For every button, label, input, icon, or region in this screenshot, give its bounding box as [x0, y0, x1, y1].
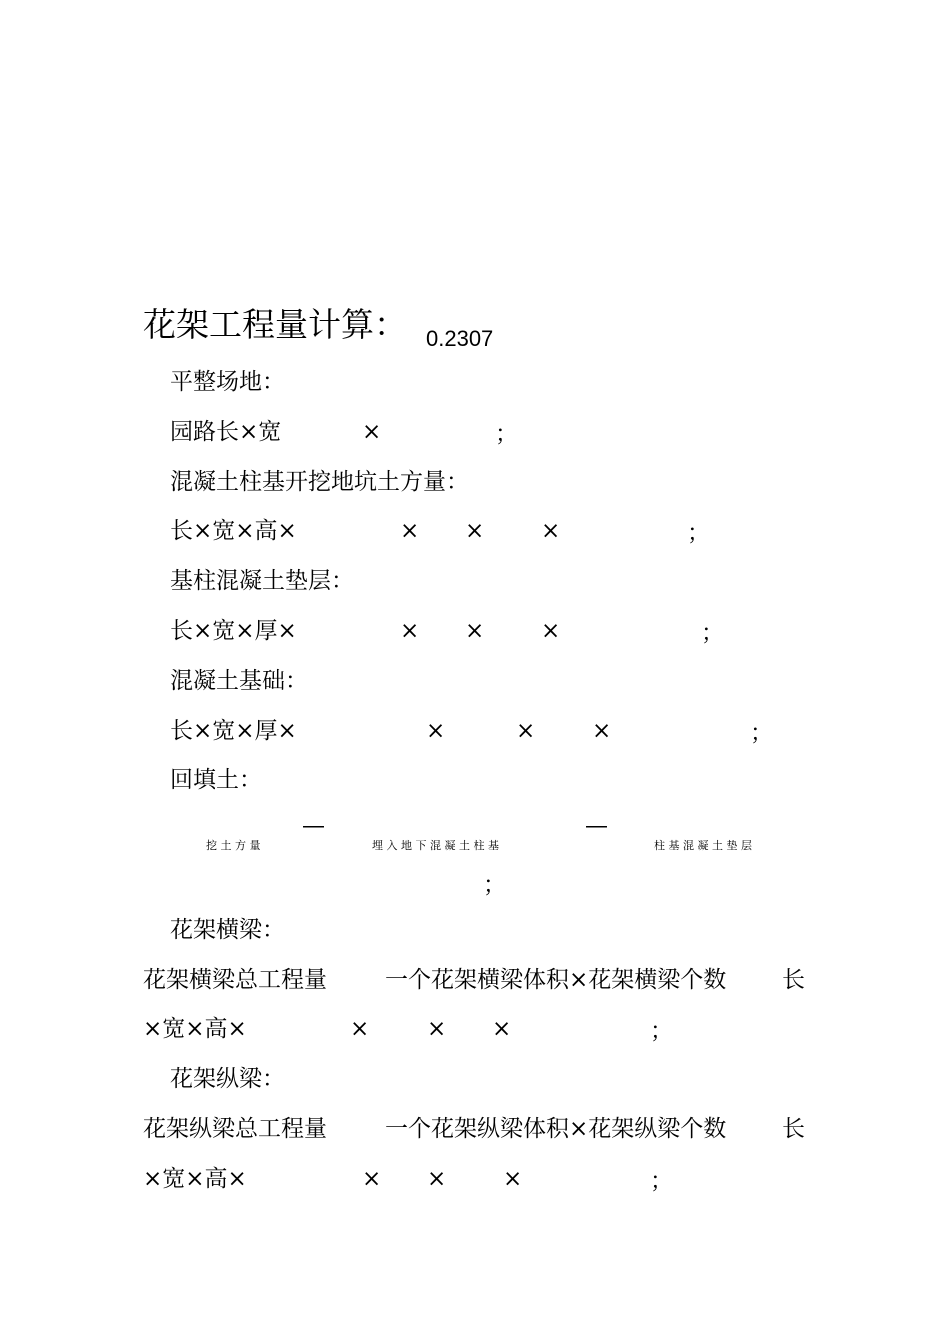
foundation-heading: 混凝土基础：	[170, 668, 308, 694]
semicolon: ；	[650, 1018, 673, 1044]
pit-excavation-formula: 长×宽×高×	[170, 518, 297, 544]
minus-sign: —	[585, 813, 608, 839]
times-sign: ×	[426, 718, 446, 744]
site-leveling-formula: 园路长×宽	[170, 419, 282, 445]
cushion-formula: 长×宽×厚×	[170, 618, 297, 644]
cross-beam-total-label: 花架横梁总工程量	[143, 967, 327, 993]
backfill-label-buried-footing: 埋 入 地 下 混 凝 土 柱 基	[372, 839, 499, 852]
backfill-label-cushion: 柱 基 混 凝 土 垫 层	[654, 839, 752, 852]
times-sign: ×	[592, 718, 612, 744]
cross-beam-volume-expression: 一个花架横梁体积×花架横梁个数	[385, 967, 727, 993]
long-beam-heading: 花架纵梁：	[170, 1066, 285, 1092]
cross-beam-formula: ×宽×高×	[143, 1016, 247, 1042]
pit-excavation-heading: 混凝土柱基开挖地坑土方量：	[170, 469, 469, 495]
cross-beam-length: 长	[782, 967, 805, 993]
semicolon: ；	[750, 720, 773, 746]
document-title: 花架工程量计算：	[143, 305, 407, 344]
times-sign: ×	[350, 1016, 370, 1042]
semicolon: ；	[687, 520, 710, 546]
foundation-formula: 长×宽×厚×	[170, 718, 297, 744]
times-sign: ×	[541, 518, 561, 544]
times-sign: ×	[465, 518, 485, 544]
semicolon: ；	[483, 872, 506, 898]
minus-sign: —	[302, 813, 325, 839]
semicolon: ；	[495, 421, 518, 447]
long-beam-volume-expression: 一个花架纵梁体积×花架纵梁个数	[385, 1116, 727, 1142]
times-sign: ×	[400, 518, 420, 544]
times-sign: ×	[427, 1166, 447, 1192]
title-number: 0.2307	[426, 326, 494, 351]
backfill-label-excavation: 挖 土 方 量	[206, 839, 261, 852]
long-beam-formula: ×宽×高×	[143, 1166, 247, 1192]
site-leveling-heading: 平整场地：	[170, 369, 285, 395]
times-sign: ×	[541, 618, 561, 644]
long-beam-total-label: 花架纵梁总工程量	[143, 1116, 327, 1142]
times-sign: ×	[427, 1016, 447, 1042]
times-sign: ×	[465, 618, 485, 644]
semicolon: ；	[701, 620, 724, 646]
times-sign: ×	[362, 419, 382, 445]
backfill-heading: 回填土：	[170, 767, 262, 793]
semicolon: ；	[650, 1168, 673, 1194]
times-sign: ×	[516, 718, 536, 744]
long-beam-length: 长	[782, 1116, 805, 1142]
times-sign: ×	[362, 1166, 382, 1192]
times-sign: ×	[503, 1166, 523, 1192]
times-sign: ×	[400, 618, 420, 644]
cross-beam-heading: 花架横梁：	[170, 917, 285, 943]
times-sign: ×	[492, 1016, 512, 1042]
cushion-heading: 基柱混凝土垫层：	[170, 568, 354, 594]
